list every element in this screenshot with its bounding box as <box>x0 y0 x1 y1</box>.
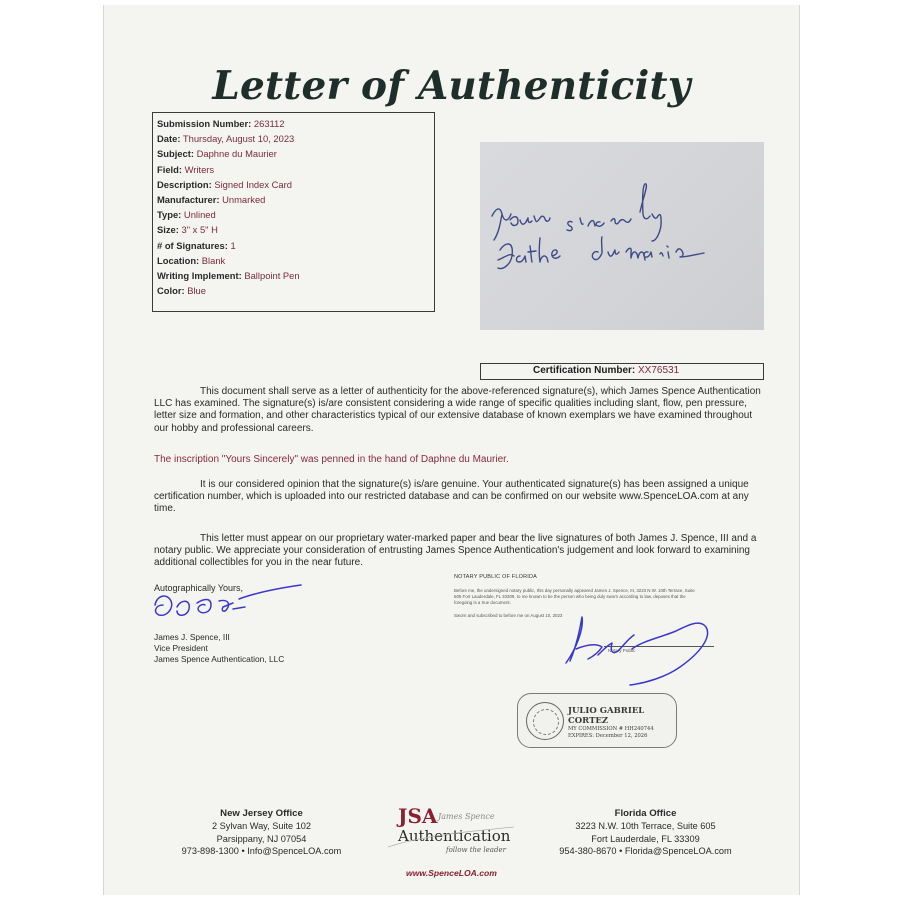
detail-value: Daphne du Maurier <box>196 148 277 160</box>
detail-value: Signed Index Card <box>214 178 292 190</box>
detail-row <box>157 283 430 298</box>
detail-label: Location: <box>157 254 200 266</box>
notary-expiration: EXPIRES: December 12, 2026 <box>568 733 648 739</box>
detail-row <box>157 253 430 268</box>
detail-value: Writers <box>184 163 215 175</box>
detail-value: Blue <box>187 285 206 297</box>
detail-label: Size: <box>157 224 179 236</box>
jsa-logo <box>384 801 519 861</box>
detail-row <box>157 238 430 253</box>
office-title: Florida Office <box>614 808 677 819</box>
inscription-statement: The inscription "Yours Sincerely" was penned in the hand of Daphne du Maurier. <box>154 454 509 465</box>
certification-number: XX76531 <box>638 365 680 376</box>
document-title: Letter of Authenticity <box>212 63 691 109</box>
jsa-mark: JSA <box>398 804 438 828</box>
details-table <box>152 112 435 312</box>
detail-label: Field: <box>157 163 182 175</box>
detail-label: # of Signatures: <box>157 239 228 251</box>
signer-name: James J. Spence, III <box>154 632 230 642</box>
jsa-sub: James Spence <box>438 812 495 821</box>
notary-stamp <box>517 693 677 748</box>
detail-value: Ballpoint Pen <box>244 270 300 282</box>
certification-number-box <box>480 363 764 380</box>
closing-paragraph: This letter must appear on our proprietary water-marked paper and bear the live signatures of both James J. Spence, III and a notary public. We appreciate your consideration of entrusting James Spence Authentication's judgement and look forward to examining additional collectibles for you in the near future. <box>154 533 757 569</box>
office-contact: 973-898-1300 • Info@SpenceLOA.com <box>181 846 342 857</box>
notary-sworn-line: Sworn and subscribed to before me on August 10, 2023 <box>454 613 563 618</box>
letter-paper <box>103 5 800 895</box>
jsa-wordmark: Authentication <box>398 827 511 845</box>
jsa-tagline: follow the leader <box>446 846 506 854</box>
detail-row <box>157 131 430 146</box>
detail-value: 3" x 5" H <box>181 224 218 236</box>
detail-label: Date: <box>157 133 181 145</box>
detail-label: Description: <box>157 178 212 190</box>
spence-signature <box>149 579 309 627</box>
detail-label: Color: <box>157 285 185 297</box>
detail-row <box>157 116 430 131</box>
detail-value: Thursday, August 10, 2023 <box>182 133 295 145</box>
florida-office <box>558 808 733 858</box>
detail-label: Submission Number: <box>157 118 252 129</box>
new-jersey-office <box>179 808 344 858</box>
detail-row <box>157 207 430 222</box>
notary-public-label: Notary Public <box>608 648 636 653</box>
notary-name: JULIO GABRIEL CORTEZ <box>568 706 645 726</box>
office-contact: 954-380-8670 • Florida@SpenceLOA.com <box>559 846 732 857</box>
office-city: Parsippany, NJ 07054 <box>216 833 307 844</box>
notary-signature <box>556 609 736 687</box>
signer-title: Vice President <box>154 643 208 653</box>
detail-row <box>157 162 430 177</box>
handwritten-signature <box>480 142 764 330</box>
certification-label: Certification Number: <box>533 365 636 376</box>
detail-row <box>157 268 430 283</box>
office-title: New Jersey Office <box>220 808 303 819</box>
detail-value: Unlined <box>183 209 216 221</box>
notary-text: Before me, the undersigned notary public, this day personally appeared James J. Spence, III, 3223 N.W. 10th Terrace, Suite 605 Fort Lauderdale, FL 33309, to me known to be the person who being duly sworn according to law, deposes that the foregoing is a true document. <box>454 588 695 605</box>
detail-row <box>157 192 430 207</box>
notary-header: NOTARY PUBLIC OF FLORIDA <box>454 574 538 580</box>
detail-value: Unmarked <box>222 194 266 206</box>
detail-label: Type: <box>157 209 182 221</box>
signer-block <box>154 632 284 665</box>
detail-value: 263112 <box>253 118 285 129</box>
detail-value: 1 <box>230 239 236 251</box>
detail-label: Writing Implement: <box>157 270 242 282</box>
detail-row <box>157 146 430 161</box>
office-city: Fort Lauderdale, FL 33309 <box>591 833 700 844</box>
signer-company: James Spence Authentication, LLC <box>154 654 285 664</box>
notary-seal-icon <box>526 702 564 740</box>
office-address: 3223 N.W. 10th Terrace, Suite 605 <box>575 821 716 832</box>
signed-index-card-image <box>480 142 764 330</box>
office-address: 2 Sylvan Way, Suite 102 <box>211 821 312 832</box>
detail-label: Manufacturer: <box>157 194 220 206</box>
website-url: www.SpenceLOA.com <box>406 868 497 878</box>
salutation: Autographically Yours, <box>154 583 244 593</box>
opinion-paragraph: It is our considered opinion that the signature(s) is/are genuine. Your authenticated signature(s) has been assigned a unique certification number, which is uploaded into our restricted database and can be confirmed on our website www.SpenceLOA.com at any time. <box>154 479 749 515</box>
detail-row <box>157 177 430 192</box>
detail-value: Blank <box>201 254 226 266</box>
detail-label: Subject: <box>157 148 194 160</box>
detail-row <box>157 222 430 237</box>
notary-commission: MY COMMISSION # HH240744 <box>568 726 654 732</box>
authenticity-paragraph: This document shall serve as a letter of authenticity for the above-referenced signature(s), which James Spence Authentication LLC has examined. The signature(s) is/are consistent considering a wide range of specific qualities including slant, flow, pen pressure, letter size and formation, and other characteristics typical of our extensive database of known exemplars we have examined throughout our hobby and professional careers. <box>154 386 761 434</box>
